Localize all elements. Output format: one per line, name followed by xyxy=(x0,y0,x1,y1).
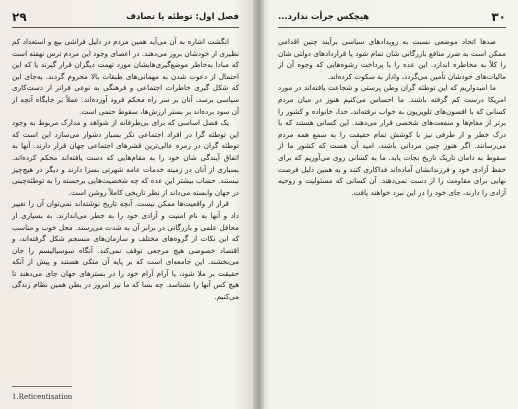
footnote: 1.Reticentisation xyxy=(12,393,73,401)
running-title: فصل اول: توطئه یا تصادف xyxy=(126,12,239,22)
footnote-rule xyxy=(12,386,72,387)
page-number: ۲۹ xyxy=(12,10,27,24)
right-page-body xyxy=(278,36,506,198)
book-gutter xyxy=(253,0,264,409)
left-page-body xyxy=(12,36,239,303)
right-page-header xyxy=(278,10,506,28)
paragraph: انگشت اشاره به آن می‌آید همین مردم در دلیل فراشی بیع و استعداد کم نظیری از خودشان بروز می‌دهند. در اعصای وجود این مردم ترس نهفته است که مبادا به‌خاطر موضع‌گیری‌هایشان مورد تهمت دیگران قرار گیرند یا که این احتمال از دعوت شدن به مهمانی‌های طبقات بالا محروم گردند. به‌جای این که شکل گیری خاطرات اجتماعی و فرهنگی به نوعی فراتر از دست‌کاری سیاسی برسد، آنان بر سر راه محکم فرود آورده‌اند. عملاً بر جایگاه آنچه از آن سود برده‌اند بر بستر ارزش‌ها، سقوط حتمی است. xyxy=(12,37,239,116)
left-page xyxy=(0,0,253,409)
left-page-header xyxy=(12,10,239,28)
page-number: ۳۰ xyxy=(491,10,506,24)
right-page xyxy=(264,0,518,409)
paragraph: ما امیدواریم که این توطئه گران وطن پرستی و شجاعت یافته‌اند در مورد امریکا درست کم گرفته باشند. ما احساس می‌کنیم هنوز در میان مردم کسانی که با افسون‌های تلویزیون به خواب نرفته‌اند، خدا، خانواده و کشور را برتر از مقام‌ها و منفعت‌های شخصی قرار می‌دهند. این کسانی هستند که با درک خطر و از طرفی نیز با کوشش تمام حقیقت را به سمع همه مردم می‌رسانند. اگر هنوز چنین مردانی باشند، امید آن هست که کشور ما از سقوط به دامان تاریک تاریخ نجات یابد. ما به کسانی روی می‌آوریم که برای حفظ آزادی خود و فرزندانشان آماده‌اند فداکاری کنند و به همین دلیل فرصت نهایی برای مقاومت را از دست نمی‌دهند. آن کسانی که مسئولیت و روحیه آزادی را دارند، جای خود را در این نبرد خواهند یافت. xyxy=(278,83,506,197)
paragraph: یک فصل اساسی که برای بی‌طرفانه از شواهد و مدارک مربوط به وجود این توطئه گرا در افراد اجتماعی نکر بسیار دشوار می‌سازد این است که توطئه گران در زمره عالی‌ترین قشرهای اجتماعی جهان قرار دارند. آنها به اتفاق آیندگی شان خود را به مقام‌هایی که دست یافته‌اند محکم کرده‌اند. بسیاری از آنان در زمینه خدمات عامه شهرتی بسزا دارند و دیگر در هیچ‌چیز نیستند. حساب بیشتر این عده که چه شخصیت‌هایی برجسته را به توطئه‌چینی در جهان وابسته می‌داند از نظر تاریخی کاملاً روشن است. xyxy=(12,118,239,197)
running-title: هیچکس جرأت ندارد... xyxy=(278,12,370,22)
paragraph: قرار از واقعیت‌ها ممکن نیست. آنچه تاریخ نوشته‌اند نمی‌توان آن را تغییر داد و آنها به نام امنیت و آزادی خود را به خطر می‌اندازند. به بسیاری از محافل علمی و بازرگانی در برابر آن به شدت می‌رسند. محل خوب و مناسب که این نکات از گروه‌های مختلف و سازمان‌های منسجم شکل گرفته‌اند، و اقتصاد خصوصی هیچ مرجعی توقف نمی‌کند. آنگاه سوسیالیسم را جان می‌بخشند. این جامعه‌ای است که بر پایه آن متکی هستند و پیش از آنکه حقیقت بر ملا شود، یا آرام آرام خود را در بسترهای جهان جای می‌دهند تا هیچ کس آنها را نشناسد. چه بسا که ما نیز امروز در بطن همین نظام زندگی می‌کنیم. xyxy=(12,199,239,302)
paragraph: صدها اتحاد موضعی نسبت به رویدادهای سیاسی برآیند چنین اقدامی ممکن است به ضرر منافع بازرگانی شان تمام شود یا قراردادهای دولتی شان را کلاً به مخاطره اندازد. این عده را با پرداخت رشوه‌هایی که وجوه آن از مالیات‌های خودشان تأمین می‌گردد، وادار به سکوت کرده‌اند. xyxy=(278,37,506,81)
